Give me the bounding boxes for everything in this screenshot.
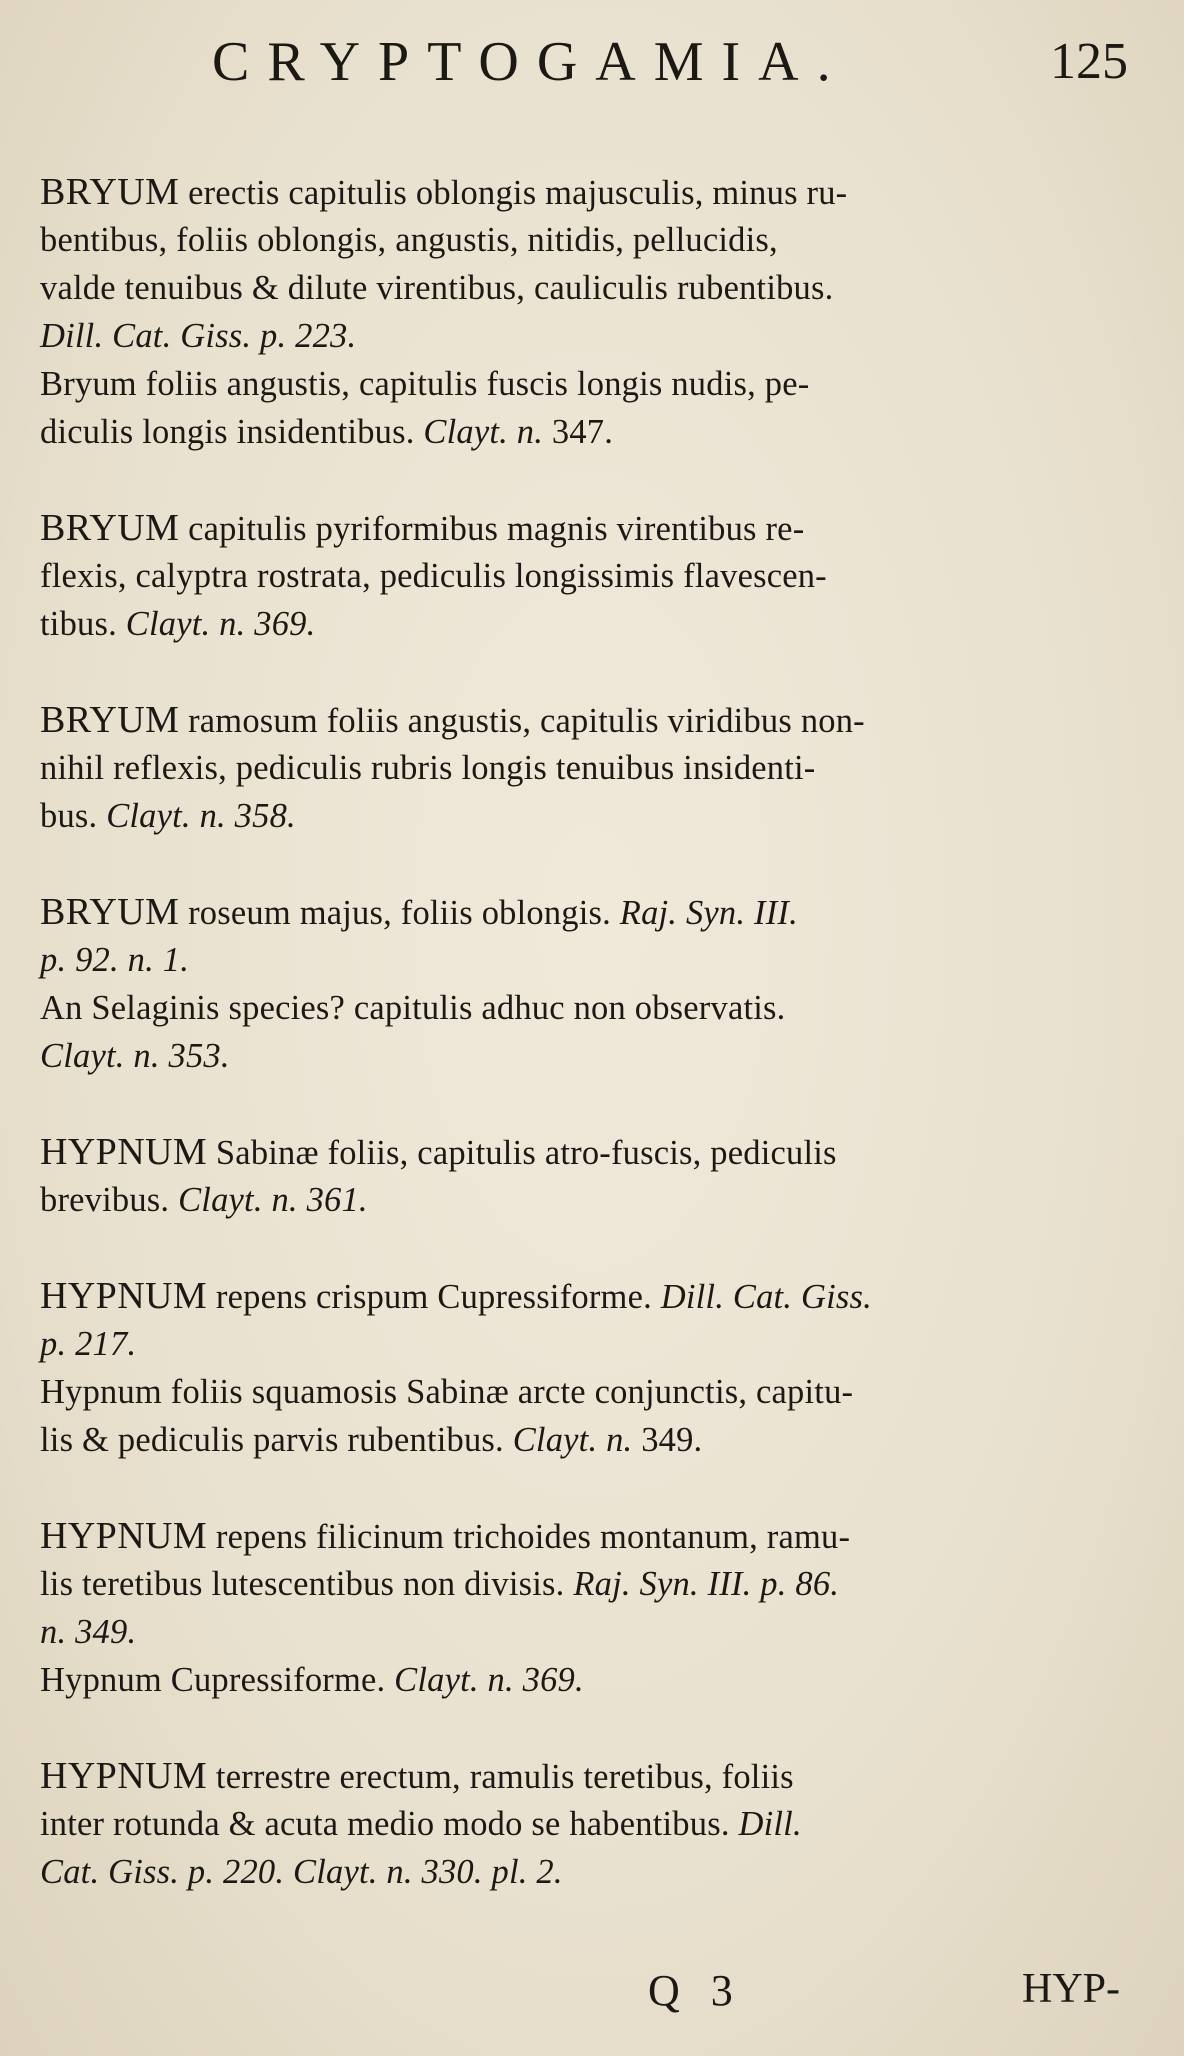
- species-entry: [40, 696, 1135, 840]
- text-line: [40, 1416, 1135, 1464]
- citation: Raj. Syn. III. p. 86.: [573, 1565, 840, 1603]
- description-text: bus.: [40, 797, 107, 835]
- description-text: erectis capitulis oblongis majusculis, minus ru-: [179, 174, 848, 212]
- description-text: Hypnum foliis squamosis Sabinæ arcte conjunctis, capitu-: [40, 1373, 854, 1411]
- description-text: 349.: [632, 1421, 703, 1459]
- text-line: [40, 600, 1135, 648]
- species-entry: [40, 168, 1135, 456]
- citation: Clayt. n. 361.: [178, 1181, 368, 1219]
- genus-name: BRYUM: [40, 507, 180, 549]
- species-entry: [40, 504, 1135, 648]
- text-line: [40, 216, 1135, 264]
- description-text: roseum majus, foliis oblongis.: [179, 894, 620, 932]
- description-text: Hypnum Cupressiforme.: [40, 1661, 395, 1699]
- text-line: [40, 1800, 1135, 1848]
- page-number: 125: [1050, 33, 1128, 90]
- genus-name: HYPNUM: [40, 1755, 208, 1797]
- text-line: [40, 888, 1135, 936]
- genus-name: BRYUM: [40, 699, 180, 741]
- citation: Dill. Cat. Giss. p. 223.: [40, 317, 357, 355]
- genus-name: HYPNUM: [40, 1515, 208, 1557]
- description-text: brevibus.: [40, 1181, 179, 1219]
- species-entry: [40, 888, 1135, 1080]
- text-line: [40, 312, 1135, 360]
- description-text: Bryum foliis angustis, capitulis fuscis longis nudis, pe-: [40, 365, 810, 403]
- catchword: HYP-: [1022, 1966, 1121, 2012]
- citation: Clayt. n.: [423, 413, 544, 451]
- description-text: 347.: [543, 413, 614, 451]
- citation: Clayt. n. 358.: [106, 797, 296, 835]
- citation: Clayt. n. 353.: [40, 1037, 230, 1075]
- citation: Clayt. n. 369.: [394, 1661, 584, 1699]
- citation: Raj. Syn. III.: [619, 894, 798, 932]
- genus-name: HYPNUM: [40, 1275, 208, 1317]
- text-line: [40, 264, 1135, 312]
- text-line: [40, 360, 1135, 408]
- description-text: capitulis pyriformibus magnis virentibus re-: [179, 510, 805, 548]
- genus-name: BRYUM: [40, 171, 180, 213]
- text-line: [40, 1128, 1135, 1176]
- description-text: repens crispum Cupressiforme.: [207, 1278, 661, 1316]
- text-line: [40, 1656, 1135, 1704]
- running-head: [0, 30, 1184, 100]
- text-line: [40, 984, 1135, 1032]
- body-text: [40, 168, 1135, 1896]
- text-line: [40, 1320, 1135, 1368]
- text-line: [40, 1272, 1135, 1320]
- citation: Dill.: [738, 1805, 802, 1843]
- citation: Clayt. n. 369.: [125, 605, 316, 643]
- description-text: tibus.: [40, 605, 126, 643]
- description-text: diculis longis insidentibus.: [40, 413, 424, 451]
- text-line: [40, 1512, 1135, 1560]
- signature-mark: Q 3: [648, 1966, 743, 2015]
- description-text: An Selaginis species? capitulis adhuc non observatis.: [40, 989, 786, 1027]
- description-text: terrestre erectum, ramulis teretibus, foliis: [207, 1758, 794, 1796]
- running-title: CRYPTOGAMIA.: [212, 31, 849, 93]
- text-line: [40, 504, 1135, 552]
- text-line: [40, 1560, 1135, 1608]
- description-text: nihil reflexis, pediculis rubris longis tenuibus insidenti-: [40, 749, 816, 787]
- text-line: [40, 1752, 1135, 1800]
- description-text: repens filicinum trichoides montanum, ramu-: [207, 1518, 851, 1556]
- species-entry: [40, 1128, 1135, 1224]
- citation: Cat. Giss. p. 220. Clayt. n. 330. pl. 2.: [40, 1853, 563, 1891]
- citation: Clayt. n.: [512, 1421, 633, 1459]
- description-text: inter rotunda & acuta medio modo se habentibus.: [40, 1805, 739, 1843]
- description-text: flexis, calyptra rostrata, pediculis longissimis flavescen-: [40, 557, 827, 595]
- text-line: [40, 1176, 1135, 1224]
- species-entry: [40, 1272, 1135, 1464]
- description-text: lis & pediculis parvis rubentibus.: [40, 1421, 513, 1459]
- text-line: [40, 936, 1135, 984]
- description-text: ramosum foliis angustis, capitulis viridibus non-: [179, 702, 865, 740]
- text-line: [40, 792, 1135, 840]
- description-text: Sabinæ foliis, capitulis atro-fuscis, pediculis: [207, 1134, 837, 1172]
- description-text: bentibus, foliis oblongis, angustis, nitidis, pellucidis,: [40, 221, 778, 259]
- text-line: [40, 696, 1135, 744]
- species-entry: [40, 1752, 1135, 1896]
- citation: Dill. Cat. Giss.: [660, 1278, 872, 1316]
- text-line: [40, 744, 1135, 792]
- description-text: valde tenuibus & dilute virentibus, cauliculis rubentibus.: [40, 269, 834, 307]
- citation: p. 217.: [40, 1325, 137, 1363]
- species-entry: [40, 1512, 1135, 1704]
- text-line: [40, 1032, 1135, 1080]
- text-line: [40, 1848, 1135, 1896]
- genus-name: BRYUM: [40, 891, 180, 933]
- page-footer: [0, 1965, 1184, 2025]
- genus-name: HYPNUM: [40, 1131, 208, 1173]
- text-line: [40, 1368, 1135, 1416]
- description-text: lis teretibus lutescentibus non divisis.: [40, 1565, 574, 1603]
- citation: p. 92. n. 1.: [40, 941, 190, 979]
- text-line: [40, 168, 1135, 216]
- text-line: [40, 552, 1135, 600]
- citation: n. 349.: [40, 1613, 137, 1651]
- text-line: [40, 408, 1135, 456]
- text-line: [40, 1608, 1135, 1656]
